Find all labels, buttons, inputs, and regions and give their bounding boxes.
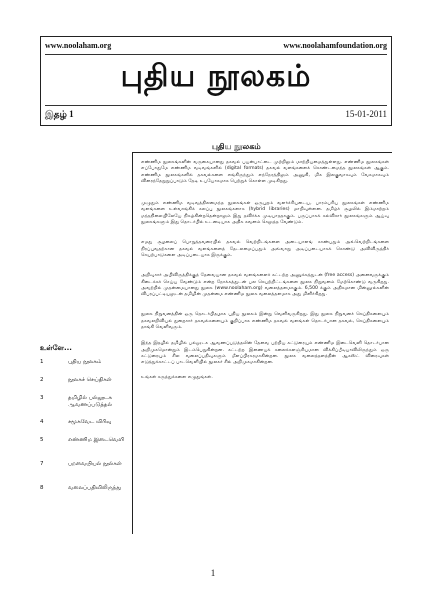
toc-page-number: 2: [40, 377, 44, 383]
toc-item[interactable]: [40, 377, 130, 395]
issue-number: இதழ் 1: [45, 109, 74, 119]
page-number: 1: [210, 568, 216, 578]
toc-item[interactable]: [40, 485, 130, 503]
toc-item[interactable]: [40, 359, 130, 377]
article-heading: புதிய நூலகம்: [212, 142, 261, 151]
toc-label: தமிழில் பல்லூடக ஆவணப்படுத்தல்: [68, 395, 113, 408]
issue-row: [45, 109, 387, 121]
table-of-contents: [40, 344, 130, 503]
toc-label: பறவையியல் நூல்கள்: [68, 461, 122, 467]
toc-page-number: 7: [40, 461, 44, 467]
masthead-bottom-rule: [45, 105, 387, 106]
masthead: [40, 36, 392, 126]
toc-item[interactable]: [40, 395, 130, 419]
issue-date: 15-01-2011: [345, 109, 387, 119]
article-paragraph: எமது சூழலைப் பொறுத்தவரையில் தகவல் வெற்றிடங்களை அடையாளங் காண்பதும் அவ்வெற்றிடங்களை நிரப்புவதற்கான தகவல் வளங்களைத் தேடலமைப்பதும் அவ்வாறு அடிப்படையாகக் கொண்டு அவிவிருத்திச் செயற்பாடுகளை அடிப்படையாக இருக்கும்.: [141, 240, 389, 258]
article-paragraph: முழுதும் எண்ணிம வடிவத்திலமைந்த நூலகங்கள் ஒருபுறம் வளர்ச்சியடைய, பாரம்பரிய நூலகங்கள் எண்ணிம வளங்களை உள்வாங்கிக் கலப்பு நூலகங்களாக (hybrid libraries) மாறிவுள்ளன. தமிழ்ச் சூழலில் இம்மாற்றம் மந்தநிலையிலேயே நிகழ்கின்றதென்றாலும் இது தவிர்க்க முடியாததாகும். பருப்பாகக் கல்விசார் நூலகங்களும் ஆய்வு நூலகங்களும் இது தொடர்பில் உடனடியாக அதிக கவனம் செலுத்த வேண்டும்.: [141, 201, 389, 226]
noolaham-url[interactable]: www.noolaham.org: [45, 41, 112, 50]
article-body: [141, 160, 389, 381]
toc-item[interactable]: [40, 419, 130, 437]
foundation-url[interactable]: www.noolahamfoundation.org: [283, 41, 387, 50]
newsletter-title: புதிய நூலகம்: [120, 59, 312, 94]
toc-label: வலைப்பதிவிலிருந்து: [68, 485, 121, 491]
toc-page-number: 3: [40, 395, 44, 401]
toc-label: எண்ணிம இடைவெளி: [68, 437, 125, 443]
article-paragraph: அறிவுசார் அபிவிருத்திக்குத் தேவையான தகவல் வளங்களைச் சுட்டற்ற அணுக்கத்துடன் (free access) அனைவருக்கும் கிடைக்கச் செய்ய வேண்டும் என்ற நோக்கத்துடன் பல செயற்றிட்டங்களை நூலக நிறுவனம் மேற்கொண்டு வருகிறது. அவற்றில் முதன்மையானது நூலக (www.noolaham.org) வலைத்தளமாகும். 6,500 க்கும் அதிகமான மின்னூல்களின் விபரப்பட்டியலுடன் தமிழின் முதன்மை எண்ணிம நூலக வலைத்தளமாக அது மிளிர்கிறது.: [141, 273, 389, 298]
toc-label: புதிய நூலகம்: [68, 359, 102, 365]
toc-page-number: 5: [40, 437, 44, 443]
toc-page-number: 4: [40, 419, 44, 425]
masthead-urls: [45, 41, 387, 53]
column-divider: [132, 152, 133, 534]
article-paragraph: எண்ணிம நூலகங்களின் வருகையானது தகவல் பயன்பாட்டை முற்றிலும் மாற்றியமைத்துள்ளது. எண்ணிம நூலகங்கள் எப்போதுமே எண்ணிம வடிவங்களில் (digital formats) தகவல் வளங்களைக் கொண்டமைந்த நூலகங்கள் ஆகும். எண்ணிம நூலகங்களில் தகவல்களை எங்கிருந்தும் எந்நேரத்திலும் அணுகி, மிக இலகுவாகவும் வேகமாகவும் விரைந்தேறுறுப்பாடும் தேடி உபயோகமாக பெற்றுக் கொள்ள முடிகிறது.: [141, 160, 389, 184]
toc-label: நூலகச் செய்திகள்: [68, 377, 112, 383]
article-paragraph: இந்த இதழில் தமிழில் பல்லூடக ஆவணப்படுத்தலின் தேவை பற்றிய கட்டுரையும் எண்ணிம இடைவெளி தொடர்பான அறிமுகமொன்றும் இடம்பெறுகின்றன. கட்டற்ற இணையக் கலைக்களஞ்சியமான விக்கிப்பீடியாவிலிருந்தும் ஒரு கட்டுரையும் சில வலைப்பதிவுகளும் மீளப்பிரசுரமாகின்றன. நூலக வலைத்தளத்தின் ஆகஸ்ட் விரைவுகள் எடுத்துக்காட்டப் பாடவெளியில் நூலகர் சில் அறிமுகமாகின்றன.: [141, 341, 389, 366]
toc-heading: உள்ளே...: [40, 344, 72, 352]
column-top-rule: [132, 152, 392, 153]
article-closing: உங்கள் கருத்துக்களை எழுதுங்கள்.: [141, 374, 213, 380]
toc-page-number: 8: [40, 485, 44, 491]
masthead-top-rule: [45, 54, 387, 55]
toc-label: சமூகவேட விரிவு: [68, 419, 112, 425]
toc-item[interactable]: [40, 461, 130, 485]
toc-page-number: 1: [40, 359, 44, 365]
toc-item[interactable]: [40, 437, 130, 461]
article-paragraph: நூலக நிறுவனத்தின் ஒரு தொடர்பிதழாக புதிய நூலகம் இன்று வெளிவருகிறது. இது நூலக நிறுவனச் செய்திகளையும் தகவலறிவியல் துறைசார் தகவல்களையும் குறிப்பாக எண்ணிம தகவல் வளங்கள் தொடர்பான தகவல், செய்திகளையும் தாங்கி வெளிவரும்.: [141, 312, 389, 331]
